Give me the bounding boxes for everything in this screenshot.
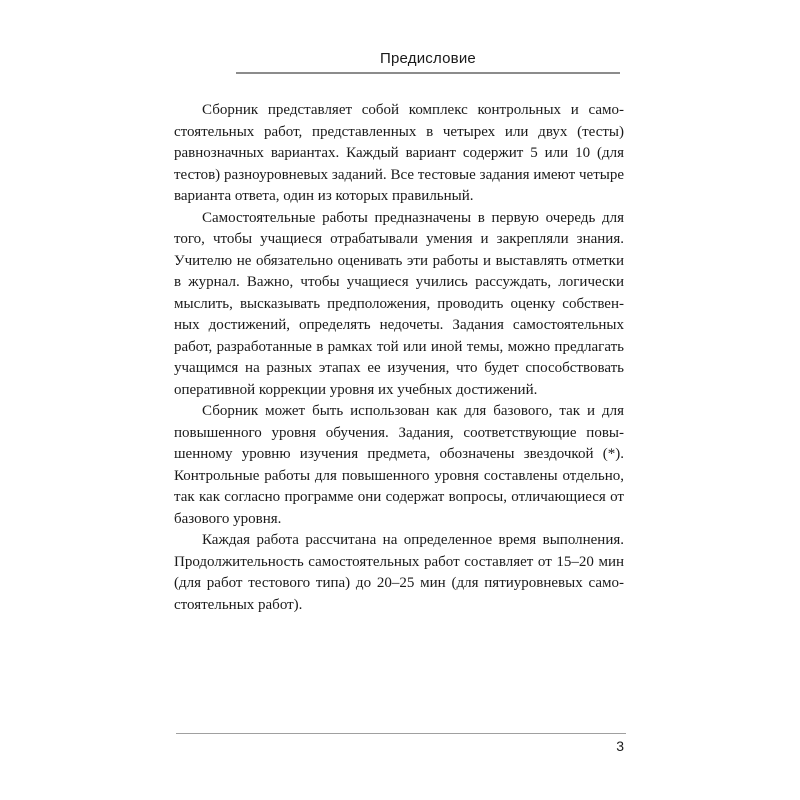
paragraph-2: Самостоятельные работы предназначены в первую очередь для того, чтобы учащиеся отрабатывали умения и закрепляли знания. Учителю не обязательно оценивать эти работы и выставлять отметки в журнал. Важно, чтобы учащиеся учились рассуждать, логически мыслить, высказывать предположения, проводить оценку собственных достижений, определять недочеты. Задания самостоятельных работ, разработанные в рамках той или иной темы, можно предлагать учащимся на разных этапах ее изучения, что будет способствовать оперативной коррекции уровня их учебных достижений.	[174, 209, 624, 398]
paragraph-4: Каждая работа рассчитана на определенное время выполнения. Продолжительность самостоятельных работ составляет от 15–20 мин (для работ тестового типа) до 20–25 мин (для пятиуровневых самостоятельных работ).	[174, 532, 624, 613]
page-number: 3	[616, 738, 624, 754]
preface-body	[174, 100, 624, 616]
running-header-title: Предисловие	[380, 50, 476, 67]
paragraph-1: Сборник представляет собой комплекс контрольных и самостоятельных работ, представленных в четырех или двух (тесты) равнозначных вариантах. Каждый вариант содержит 5 или 10 (для тестов) разноуровневых заданий. Все тестовые задания имеют четыре варианта ответа, один из которых правильный.	[174, 102, 624, 204]
header-rule	[236, 72, 620, 74]
paragraph-3: Сборник может быть использован как для базового, так и для повышенного уровня обучения. Задания, соответствующие повышенному уровню изучения предмета, обозначены звездочкой (*). Контрольные работы для повышенного уровня составлены отдельно, так как согласно программе они содержат вопросы, отличающиеся от базового уровня.	[174, 403, 624, 527]
footer-rule	[176, 733, 626, 734]
